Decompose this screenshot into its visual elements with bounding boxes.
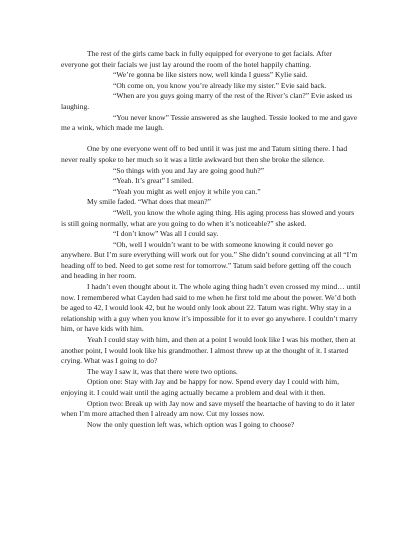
paragraph: The way I saw it, was that there were two options. [87, 366, 238, 376]
paragraph: “Yeah you might as well enjoy it while you can.” [113, 186, 261, 196]
paragraph: One by one everyone went off to bed until it was just me and Tatum sitting there. I had never really spoke to her much so it was a little awkward but then she broke the silence. [61, 144, 348, 164]
paragraph: “Yeah. It’s great” I smiled. [113, 176, 194, 186]
body-text [61, 49, 361, 430]
paragraph: Now the only question left was, which option was I going to choose? [87, 419, 295, 429]
paragraph: Option two: Break up with Jay now and save myself the heartache of having to do it later when I’m more attached then I already am now. Cut my losses now. [61, 398, 355, 419]
paragraph: “Oh, well I wouldn’t want to be with someone knowing it could never go anywhere. But I’m sure everything will work out for you.” She didn’t sound convincing at all “I’m heading off to bed. Need to get some rest for tomorrow.” Tatum said before getting off the couch and heading in her room. [61, 239, 358, 281]
paragraph: I hadn’t even thought about it. The whole aging thing hadn’t even crossed my mind… until now. I remembered what Cayden had said to me when he first told me about the power. We’d both be aged to 42, I would look 42, but he would only look about 22. Tatum was right. Why stay in a relationship with a guy when you know it’s impossible for it to ever go anywhere. I couldn’t marry him, or have kids with him. [61, 282, 361, 334]
paragraph: Option one: Stay with Jay and be happy for now. Spend every day I could with him, enjoying it. I could wait until the aging actually became a problem and deal with it then. [61, 377, 339, 397]
paragraph: “I don’t know” Was all I could say. [113, 229, 219, 239]
paragraph: “Oh come on, you know you’re already like my sister.” Evie said back. [113, 80, 327, 90]
paragraph: “So things with you and Jay are going good huh?” [113, 165, 265, 175]
paragraph: “We’re gonna be like sisters now, well kinda I guess” Kylie said. [113, 70, 308, 80]
paragraph: “When are you guys going marry of the rest of the River’s clan?” Evie asked us laughing. [61, 91, 353, 111]
paragraph: “You never know” Tessie answered as she laughed. Tessie looked to me and gave me a wink, which made me laugh. [61, 112, 358, 133]
paragraph: Yeah I could stay with him, and then at a point I would look like I was his mother, then at another point, I would look like his grandmother. I almost threw up at the thought of it. I started crying. What was I going to do? [61, 335, 356, 366]
paragraph: The rest of the girls came back in fully equipped for everyone to get facials. After everyone got their facials we just lay around the room of the hotel happily chatting. [61, 49, 332, 69]
paragraph: My smile faded. “What does that mean?” [87, 197, 211, 207]
paragraph: “Well, you know the whole aging thing. His aging process has slowed and yours is still going normally, what are you going to do when it’s noticeable?” she asked. [61, 207, 355, 228]
